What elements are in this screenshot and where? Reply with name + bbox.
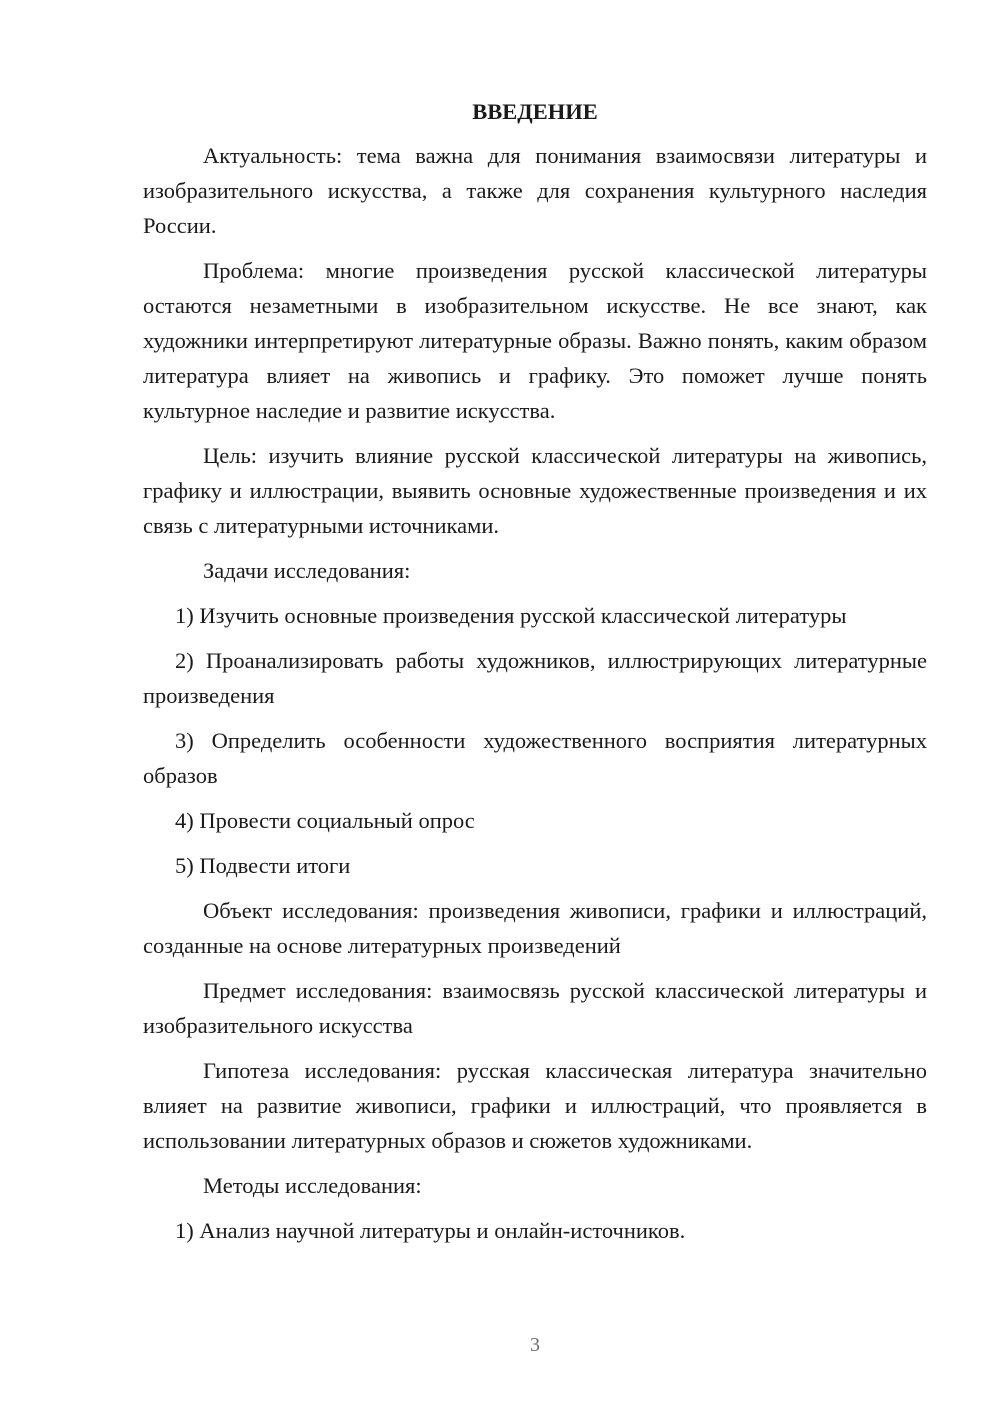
section-title: ВВЕДЕНИЕ <box>472 99 598 124</box>
methods-heading: Методы исследования: <box>203 1173 422 1198</box>
task-item-1: 1) Изучить основные произведения русской классической литературы <box>175 603 847 628</box>
page-content <box>143 96 927 1258</box>
paragraph-relevance: Актуальность: тема важна для понимания взаимосвязи литературы и изобразительного искусства, а также для сохранения культурного наследия России. <box>143 143 927 238</box>
paragraph-hypothesis: Гипотеза исследования: русская классическая литература значительно влияет на развитие живописи, графики и иллюстраций, что проявляется в использовании литературных образов и сюжетов художниками. <box>143 1058 927 1153</box>
page-number: 3 <box>530 1334 540 1356</box>
paragraph-object: Объект исследования: произведения живописи, графики и иллюстраций, созданные на основе литературных произведений <box>143 898 927 958</box>
task-item-2: 2) Проанализировать работы художников, иллюстрирующих литературные произведения <box>143 648 927 708</box>
task-item-3: 3) Определить особенности художественного восприятия литературных образов <box>143 728 927 788</box>
tasks-heading: Задачи исследования: <box>203 558 411 583</box>
paragraph-subject: Предмет исследования: взаимосвязь русской классической литературы и изобразительного искусства <box>143 978 927 1038</box>
paragraph-problem: Проблема: многие произведения русской классической литературы остаются незаметными в изобразительном искусстве. Не все знают, как художники интерпретируют литературные образы. Важно понять, каким образом литература влияет на живопись и графику. Это поможет лучше понять культурное наследие и развитие искусства. <box>143 258 927 423</box>
task-item-4: 4) Провести социальный опрос <box>175 808 475 833</box>
paragraph-goal: Цель: изучить влияние русской классической литературы на живопись, графику и иллюстрации, выявить основные художественные произведения и их связь с литературными источниками. <box>143 443 927 538</box>
task-item-5: 5) Подвести итоги <box>175 853 351 878</box>
method-item-1: 1) Анализ научной литературы и онлайн-источников. <box>175 1218 686 1243</box>
